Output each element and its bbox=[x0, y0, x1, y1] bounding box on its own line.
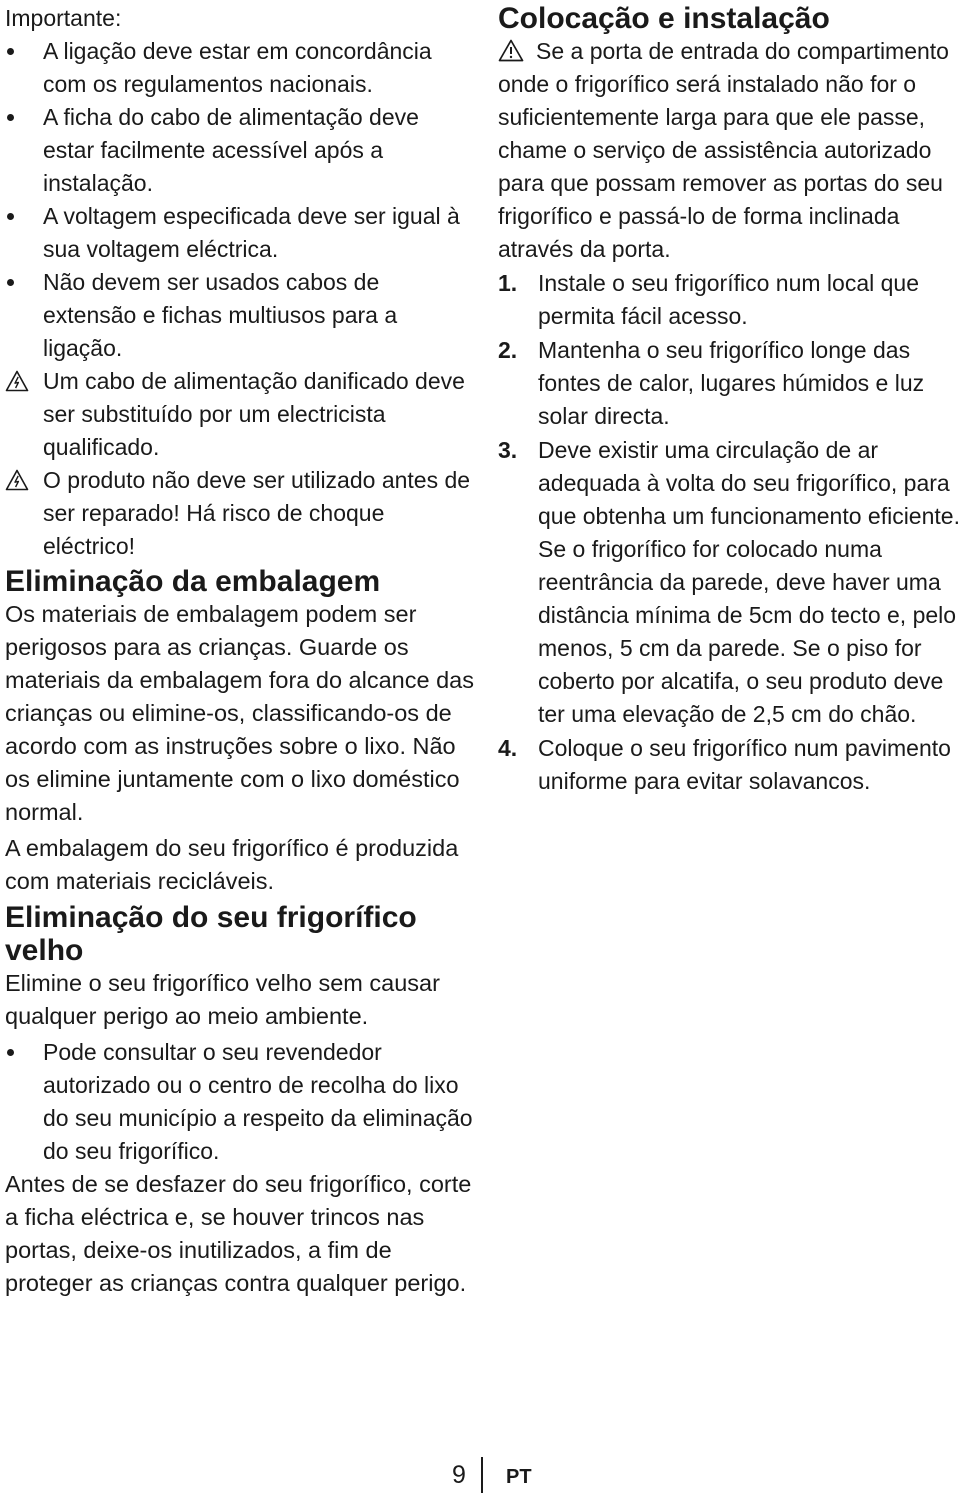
installation-warning bbox=[498, 35, 960, 266]
list-item bbox=[5, 101, 475, 200]
list-item-text: A ficha do cabo de alimentação deve estar facilmente acessível após a instalação. bbox=[43, 104, 419, 196]
left-column bbox=[5, 0, 475, 1300]
list-item-text: A ligação deve estar em concordância com os regulamentos nacionais. bbox=[43, 38, 432, 97]
electric-hazard-icon bbox=[5, 469, 29, 491]
electric-hazard-icon bbox=[5, 370, 29, 392]
step-number: 3. bbox=[498, 437, 518, 463]
old-fridge-heading: Eliminação do seu frigorífico velho bbox=[5, 901, 417, 967]
list-item bbox=[5, 266, 475, 365]
step-number: 2. bbox=[498, 337, 518, 363]
electric-warning bbox=[5, 365, 475, 464]
list-item bbox=[498, 334, 960, 433]
list-item bbox=[498, 267, 960, 333]
list-item-text: A voltagem especificada deve ser igual à sua voltagem eléctrica. bbox=[43, 203, 460, 262]
important-label: Importante: bbox=[5, 5, 122, 31]
old-fridge-intro: Elimine o seu frigorífico velho sem causar qualquer perigo ao meio ambiente. bbox=[5, 970, 440, 1029]
list-item bbox=[5, 200, 475, 266]
page-number: 9 bbox=[452, 1461, 466, 1489]
warning-text: Um cabo de alimentação danificado deve ser substituído por um electricista qualificado. bbox=[43, 368, 465, 460]
right-column bbox=[498, 0, 960, 798]
warning-icon bbox=[498, 39, 524, 62]
packaging-heading: Eliminação da embalagem bbox=[5, 565, 381, 598]
step-number: 1. bbox=[498, 270, 518, 296]
list-item bbox=[5, 1036, 475, 1168]
list-item bbox=[498, 434, 960, 731]
list-item-text: Pode consultar o seu revendedor autorizado ou o centro de recolha do lixo do seu município a respeito da eliminação do seu frigorífico. bbox=[43, 1039, 473, 1164]
step-number: 4. bbox=[498, 735, 518, 761]
electric-warning bbox=[5, 464, 475, 563]
list-item-text: Não devem ser usados cabos de extensão e fichas multiusos para a ligação. bbox=[43, 269, 398, 361]
old-fridge-closing: Antes de se desfazer do seu frigorífico, corte a ficha eléctrica e, se houver trincos nas portas, deixe-os inutilizados, a fim de proteger as crianças contra qualquer perigo. bbox=[5, 1171, 472, 1296]
step-text: Instale o seu frigorífico num local que permita fácil acesso. bbox=[538, 270, 919, 329]
list-item bbox=[498, 732, 960, 798]
warning-text: Se a porta de entrada do compartimento onde o frigorífico será instalado não for o suficientemente larga para que ele passe, chame o serviço de assistência autorizado para que possam remover as portas do seu frigorífico e passá-lo de forma inclinada através da porta. bbox=[498, 38, 949, 262]
step-text: Mantenha o seu frigorífico longe das fontes de calor, lugares húmidos e luz solar directa. bbox=[538, 337, 925, 429]
packaging-paragraph: Os materiais de embalagem podem ser perigosos para as crianças. Guarde os materiais da embalagem fora do alcance das crianças ou elimine-os, classificando-os de acordo com as instruções sobre o lixo. Não os elimine juntamente com o lixo doméstico normal. bbox=[5, 601, 474, 825]
footer-divider bbox=[481, 1457, 483, 1493]
list-item bbox=[5, 35, 475, 101]
language-code: PT bbox=[506, 1466, 532, 1488]
packaging-paragraph: A embalagem do seu frigorífico é produzida com materiais recicláveis. bbox=[5, 835, 459, 894]
step-text: Coloque o seu frigorífico num pavimento uniforme para evitar solavancos. bbox=[538, 735, 951, 794]
step-text: Deve existir uma circulação de ar adequada à volta do seu frigorífico, para que obtenha um funcionamento eficiente. Se o frigorífico for colocado numa reentrância da parede, deve haver uma distância mínima de 5cm do tecto e, pelo menos, 5 cm da parede. Se o piso for coberto por alcatifa, o seu produto deve ter uma elevação de 2,5 cm do chão. bbox=[538, 437, 960, 727]
warning-text: O produto não deve ser utilizado antes de ser reparado! Há risco de choque eléctrico! bbox=[43, 467, 471, 559]
installation-heading: Colocação e instalação bbox=[498, 2, 830, 35]
